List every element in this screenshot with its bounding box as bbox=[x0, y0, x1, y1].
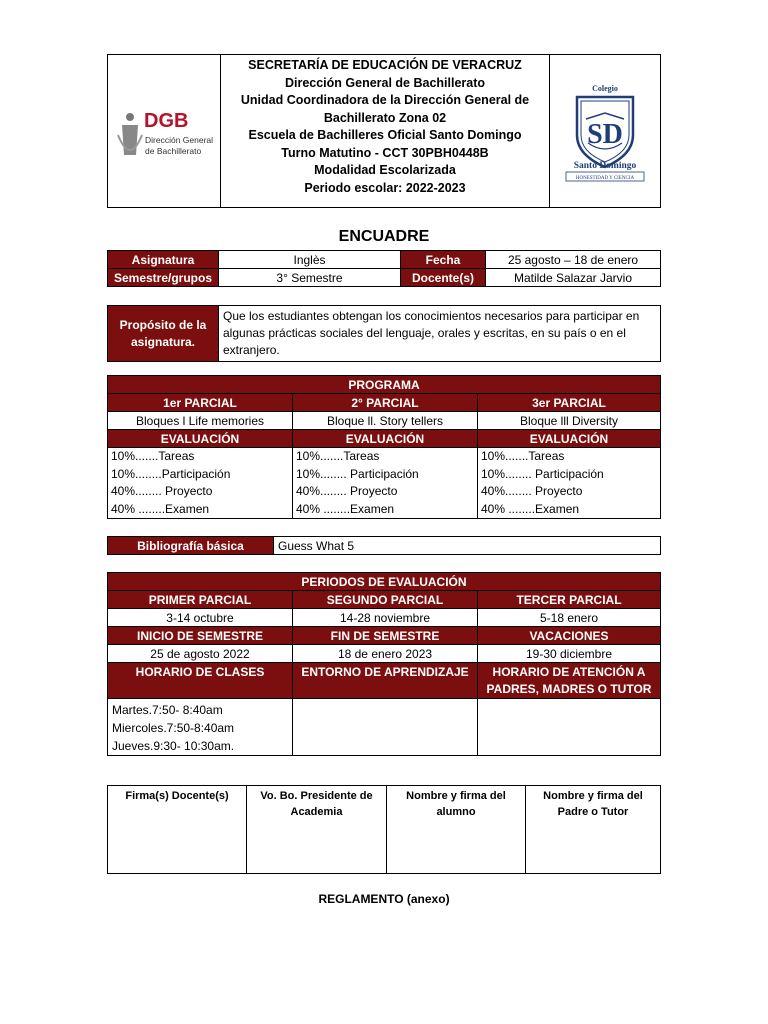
dgb-abbr: DGB bbox=[144, 110, 189, 132]
horario-header: HORARIO DE CLASES bbox=[108, 663, 293, 699]
evaluacion-list bbox=[108, 448, 293, 519]
bloque-name: Bloques l Life memories bbox=[108, 412, 293, 430]
evaluacion-item: 40%........ Proyecto bbox=[481, 484, 583, 498]
semestre-value: 3° Semestre bbox=[219, 269, 401, 287]
proposito-text: Que los estudiantes obtengan los conocimientos necesarios para participar en algunas prácticas sociales del lenguaje, orales y escritas, en su país o en el extranjero. bbox=[219, 306, 661, 362]
evaluacion-list bbox=[293, 448, 478, 519]
header-line: SECRETARÍA DE EDUCACIÓN DE VERACRUZ bbox=[248, 58, 522, 72]
horario-item: Martes.7:50- 8:40am bbox=[112, 703, 223, 717]
semestre-header: VACACIONES bbox=[478, 627, 661, 645]
evaluacion-item: 40%........ Proyecto bbox=[296, 484, 398, 498]
evaluacion-item: 40%........ Proyecto bbox=[111, 484, 213, 498]
header-line: Periodo escolar: 2022-2023 bbox=[304, 180, 466, 195]
colegio-motto: HONESTIDAD Y CIENCIA bbox=[575, 176, 635, 181]
proposito-table bbox=[107, 305, 661, 362]
periodo-header: TERCER PARCIAL bbox=[478, 591, 661, 609]
evaluacion-item: 10%.......Tareas bbox=[111, 449, 195, 463]
dgb-logo bbox=[108, 55, 220, 209]
colegio-logo-cell bbox=[549, 55, 660, 207]
fecha-label: Fecha bbox=[401, 251, 486, 269]
periodos-table bbox=[107, 572, 661, 756]
colegio-name: Santo Domingo bbox=[573, 161, 637, 171]
colegio-top: Colegio bbox=[592, 84, 618, 93]
evaluacion-item: 10%.......Tareas bbox=[296, 449, 380, 463]
bibliografia-table bbox=[107, 536, 661, 555]
firma-docente: Firma(s) Docente(s) bbox=[108, 786, 247, 874]
dgb-emblem-icon bbox=[118, 113, 142, 155]
parcial-header: 1er PARCIAL bbox=[108, 394, 293, 412]
semestre-value: 19-30 diciembre bbox=[478, 645, 661, 663]
header-line: Dirección General de Bachillerato bbox=[284, 75, 486, 90]
horario-clases bbox=[108, 699, 293, 756]
evaluacion-item: 10%........ Participación bbox=[296, 466, 419, 481]
evaluacion-header: EVALUACIÓN bbox=[293, 430, 478, 448]
header-line: Unidad Coordinadora de la Dirección General de bbox=[240, 93, 530, 107]
periodo-value: 5-18 enero bbox=[478, 609, 661, 627]
docente-value: Matilde Salazar Jarvio bbox=[486, 269, 661, 287]
header-line: Turno Matutino - CCT 30PBH0448B bbox=[281, 145, 489, 160]
evaluacion-item: 10%.......Tareas bbox=[481, 449, 565, 463]
horario-item: Jueves.9:30- 10:30am. bbox=[112, 739, 235, 753]
header-line: Escuela de Bachilleres Oficial Santo Domingo bbox=[248, 128, 522, 142]
firmas-table bbox=[107, 785, 661, 874]
evaluacion-header: EVALUACIÓN bbox=[478, 430, 661, 448]
firma-presidente: Vo. Bo. Presidente de Academia bbox=[247, 786, 387, 874]
colegio-monogram: SD bbox=[587, 119, 623, 150]
colegio-logo bbox=[550, 55, 660, 209]
semestre-value: 18 de enero 2023 bbox=[293, 645, 478, 663]
evaluacion-item: 40% ........Examen bbox=[481, 501, 580, 516]
periodo-value: 3-14 octubre bbox=[108, 609, 293, 627]
evaluacion-header: EVALUACIÓN bbox=[108, 430, 293, 448]
bloque-name: Bloque ll. Story tellers bbox=[293, 412, 478, 430]
firma-tutor: Nombre y firma del Padre o Tutor bbox=[526, 786, 661, 874]
info-table bbox=[107, 250, 661, 287]
asignatura-label: Asignatura bbox=[108, 251, 219, 269]
docente-label: Docente(s) bbox=[401, 269, 486, 287]
fecha-value: 25 agosto – 18 de enero bbox=[486, 251, 661, 269]
periodo-header: SEGUNDO PARCIAL bbox=[293, 591, 478, 609]
header-line: Modalidad Escolarizada bbox=[314, 163, 456, 177]
periodo-value: 14-28 noviembre bbox=[293, 609, 478, 627]
bloque-name: Bloque lll Diversity bbox=[478, 412, 661, 430]
entorno-header: ENTORNO DE APRENDIZAJE bbox=[293, 663, 478, 699]
document-header bbox=[107, 54, 661, 208]
periodos-title: PERIODOS DE EVALUACIÓN bbox=[108, 573, 661, 591]
header-line: Bachillerato Zona 02 bbox=[323, 110, 447, 125]
page-title: ENCUADRE bbox=[338, 228, 430, 245]
horario-atencion-cell bbox=[478, 699, 661, 756]
header-text bbox=[220, 57, 550, 197]
evaluacion-item: 40% ........Examen bbox=[296, 501, 395, 516]
horario-item: Miercoles.7:50-8:40am bbox=[112, 721, 235, 735]
proposito-label: Propósito de la asignatura. bbox=[108, 306, 219, 362]
evaluacion-list bbox=[478, 448, 661, 519]
atencion-header: HORARIO DE ATENCIÓN A PADRES, MADRES O TUTOR bbox=[478, 663, 661, 699]
info-row bbox=[108, 269, 661, 287]
dgb-logo-cell bbox=[108, 55, 221, 207]
firma-alumno: Nombre y firma del alumno bbox=[387, 786, 526, 874]
info-row bbox=[108, 251, 661, 269]
semestre-header: FIN DE SEMESTRE bbox=[293, 627, 478, 645]
semestre-value: 25 de agosto 2022 bbox=[108, 645, 293, 663]
evaluacion-item: 10%........Participación bbox=[111, 466, 231, 481]
bibliografia-value: Guess What 5 bbox=[274, 537, 661, 555]
dgb-line1: Dirección General bbox=[145, 135, 214, 145]
evaluacion-item: 10%........ Participación bbox=[481, 466, 604, 481]
periodo-header: PRIMER PARCIAL bbox=[108, 591, 293, 609]
dgb-line2: de Bachillerato bbox=[145, 146, 202, 156]
semestre-label: Semestre/grupos bbox=[108, 269, 219, 287]
programa-title: PROGRAMA bbox=[108, 376, 661, 394]
entorno-aprendizaje-cell bbox=[293, 699, 478, 756]
evaluacion-item: 40% ........Examen bbox=[111, 501, 210, 516]
asignatura-value: Inglès bbox=[219, 251, 401, 269]
parcial-header: 2° PARCIAL bbox=[293, 394, 478, 412]
reglamento-link: REGLAMENTO (anexo) bbox=[318, 892, 450, 906]
semestre-header: INICIO DE SEMESTRE bbox=[108, 627, 293, 645]
programa-table bbox=[107, 375, 661, 519]
parcial-header: 3er PARCIAL bbox=[478, 394, 661, 412]
bibliografia-label: Bibliografía básica bbox=[108, 537, 274, 555]
